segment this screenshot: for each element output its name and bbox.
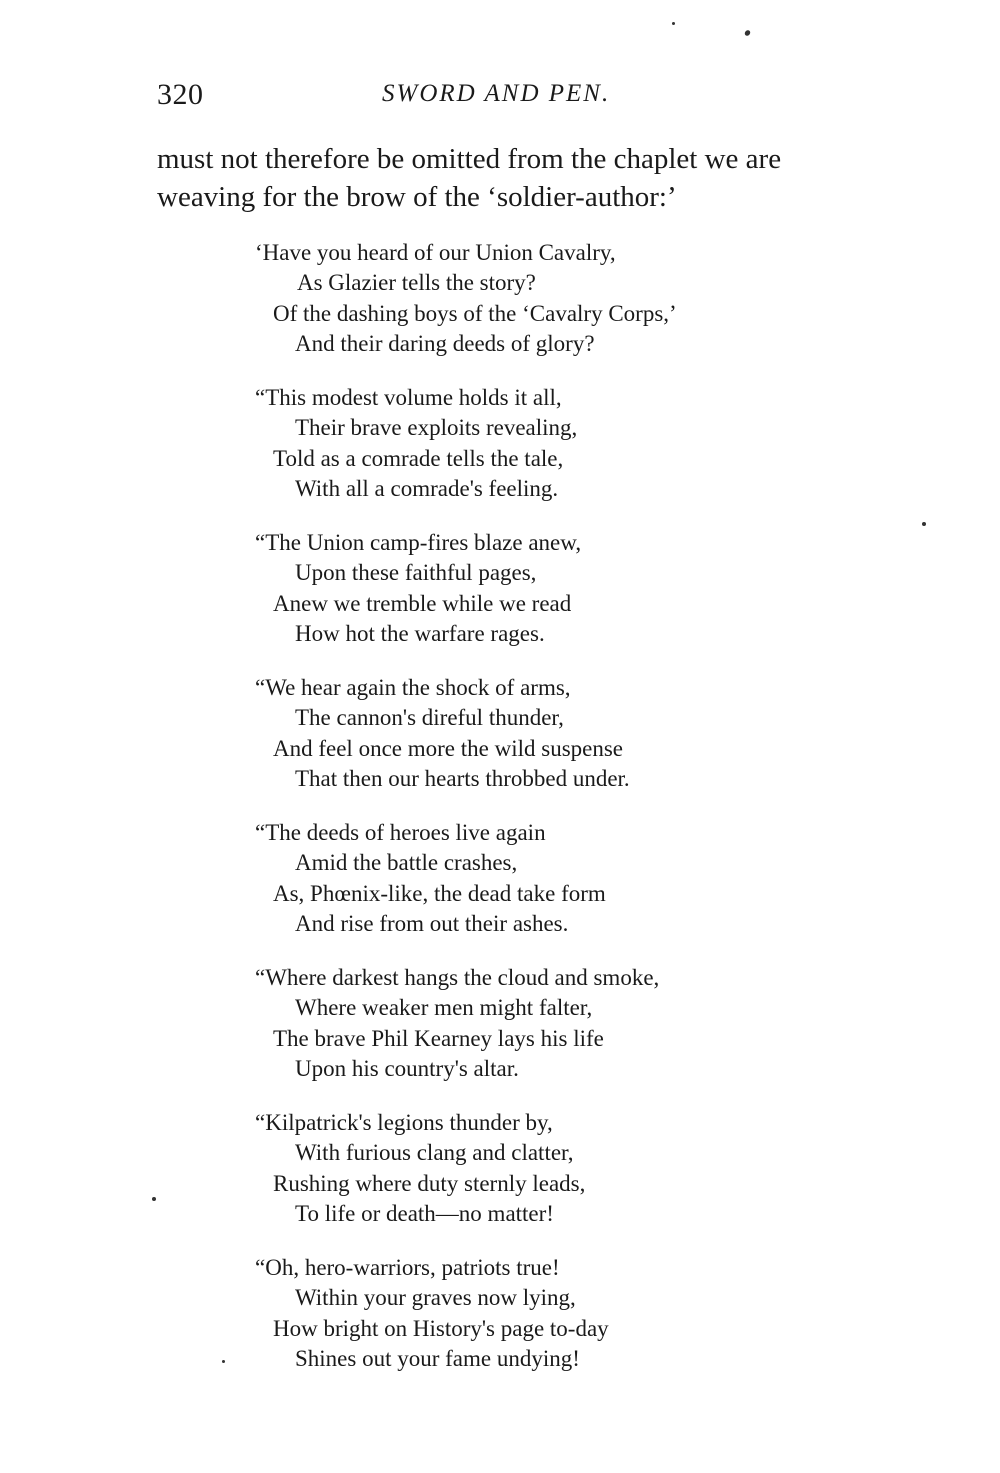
scan-speck: [744, 29, 752, 37]
poem-line: That then our hearts throbbed under.: [295, 765, 630, 791]
stanza: [255, 673, 815, 794]
poem: [255, 238, 815, 1398]
poem-line: And rise from out their ashes.: [295, 910, 569, 936]
poem-line: The cannon's direful thunder,: [295, 705, 564, 731]
stanza: [255, 963, 815, 1084]
poem-line: “Oh, hero-warriors, patriots true!: [255, 1255, 560, 1280]
poem-line: With all a comrade's feeling.: [295, 475, 559, 501]
stanza: [255, 528, 815, 649]
poem-line: How hot the warfare rages.: [295, 620, 545, 646]
intro-line: weaving for the brow of the ‘soldier-author:’: [157, 181, 677, 213]
poem-line: Upon his country's altar.: [295, 1055, 519, 1081]
poem-line: As, Phœnix-like, the dead take form: [273, 880, 606, 906]
intro-line: must not therefore be omitted from the chaplet we are: [157, 143, 782, 175]
poem-line: “The deeds of heroes live again: [255, 820, 546, 845]
poem-line: The brave Phil Kearney lays his life: [273, 1025, 604, 1051]
stanza: [255, 383, 815, 504]
poem-line: And their daring deeds of glory?: [295, 330, 595, 356]
running-head: SWORD AND PEN.: [382, 80, 611, 107]
stanza: [255, 1108, 815, 1229]
intro-paragraph: [157, 140, 877, 216]
stanza: [255, 1253, 815, 1374]
poem-line: Upon these faithful pages,: [295, 560, 537, 586]
scan-speck: [922, 522, 926, 526]
scan-speck: [152, 1197, 156, 1201]
poem-line: Rushing where duty sternly leads,: [273, 1170, 586, 1196]
poem-line: “Kilpatrick's legions thunder by,: [255, 1110, 553, 1135]
page-header: [157, 78, 857, 118]
poem-line: ‘Have you heard of our Union Cavalry,: [255, 240, 616, 265]
scan-speck: [222, 1360, 225, 1363]
stanza: [255, 238, 815, 359]
poem-line: “This modest volume holds it all,: [255, 385, 562, 410]
poem-line: “The Union camp-fires blaze anew,: [255, 530, 582, 555]
poem-line: To life or death—no matter!: [295, 1200, 554, 1226]
poem-line: Where weaker men might falter,: [295, 995, 593, 1021]
poem-line: Told as a comrade tells the tale,: [273, 445, 564, 471]
poem-line: As Glazier tells the story?: [297, 270, 536, 296]
poem-line: Within your graves now lying,: [295, 1285, 576, 1311]
scan-speck: [672, 22, 675, 25]
poem-line: “Where darkest hangs the cloud and smoke,: [255, 965, 660, 990]
stanza: [255, 818, 815, 939]
poem-line: Amid the battle crashes,: [295, 850, 518, 876]
poem-line: “We hear again the shock of arms,: [255, 675, 571, 700]
page-number: 320: [157, 78, 204, 111]
poem-line: Their brave exploits revealing,: [295, 415, 578, 441]
poem-line: Anew we tremble while we read: [273, 590, 572, 616]
poem-line: Shines out your fame undying!: [295, 1345, 580, 1371]
poem-line: How bright on History's page to-day: [273, 1315, 609, 1341]
poem-line: With furious clang and clatter,: [295, 1140, 574, 1166]
poem-line: Of the dashing boys of the ‘Cavalry Corps,’: [273, 300, 677, 326]
poem-line: And feel once more the wild suspense: [273, 735, 624, 761]
